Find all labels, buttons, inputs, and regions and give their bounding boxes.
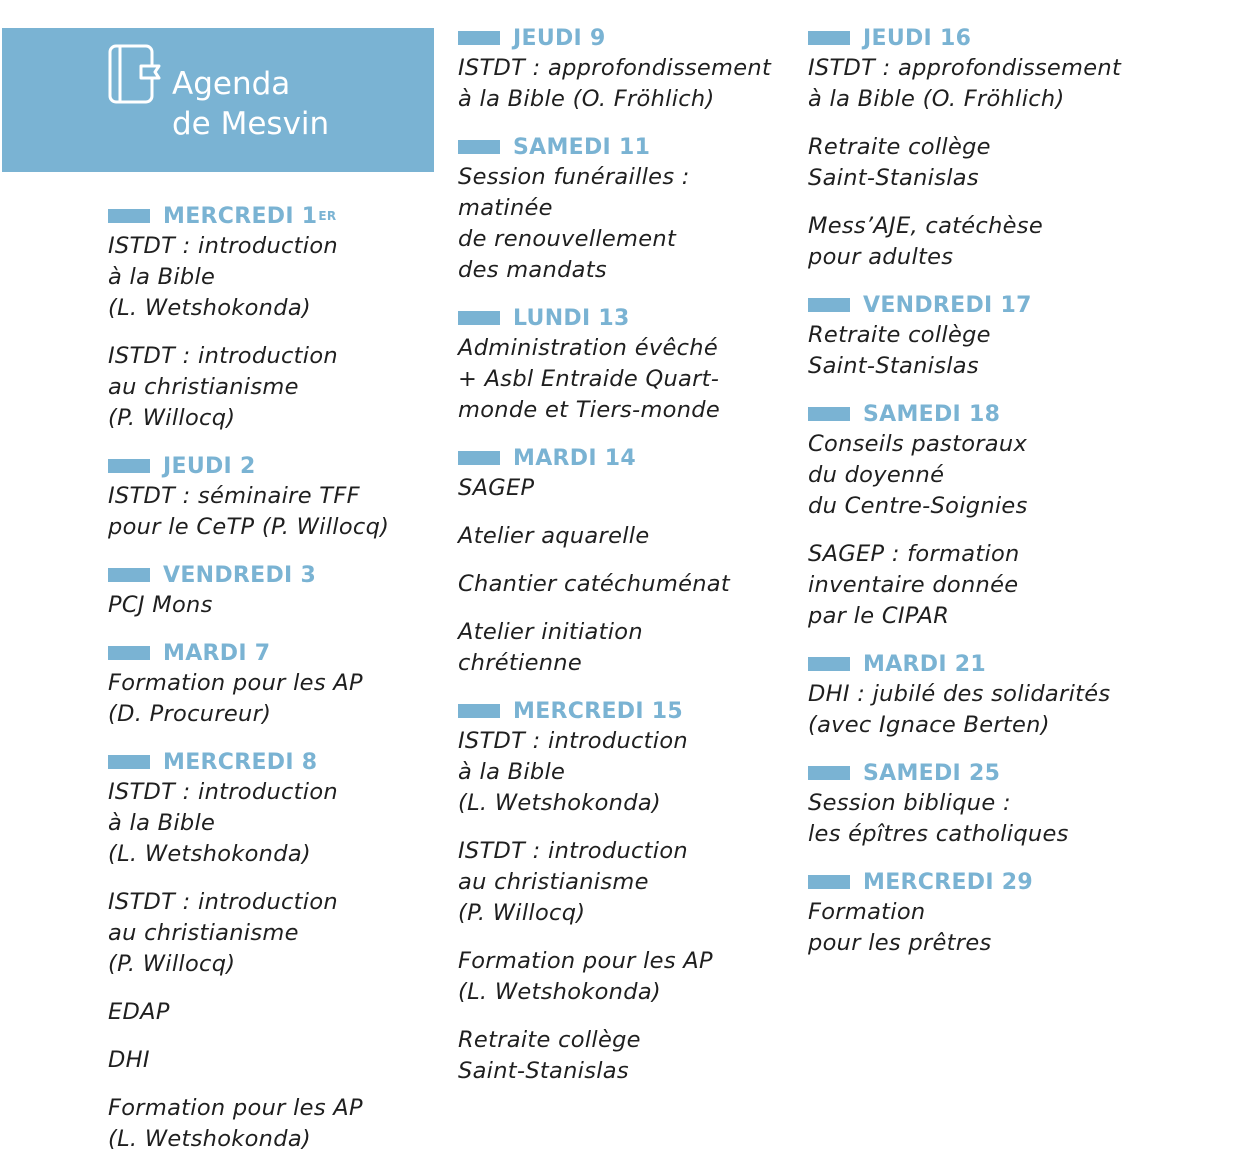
day-heading xyxy=(108,201,438,231)
agenda-column-1 xyxy=(108,201,438,1172)
day-marker xyxy=(458,451,500,465)
day-ordinal-suffix: ER xyxy=(318,209,337,223)
day-label: LUNDI 13 xyxy=(513,305,630,331)
agenda-title xyxy=(172,64,329,144)
agenda-entry: ISTDT : introduction au christianisme (P. Willocq) xyxy=(458,838,688,926)
day-label: MERCREDI 15 xyxy=(513,698,683,724)
agenda-entry: Chantier catéchuménat xyxy=(458,571,730,597)
agenda-entry: Formation pour les AP (D. Procureur) xyxy=(108,670,363,727)
day-marker xyxy=(808,766,850,780)
day-marker xyxy=(458,31,500,45)
day-label: JEUDI 9 xyxy=(513,25,606,51)
agenda-day xyxy=(808,649,1148,741)
day-marker xyxy=(108,755,150,769)
agenda-entry: ISTDT : introduction à la Bible (L. Wetshokonda) xyxy=(108,779,338,867)
agenda-entry: Formation pour les AP (L. Wetshokonda) xyxy=(458,948,713,1005)
agenda-day xyxy=(808,23,1148,273)
day-label: VENDREDI 3 xyxy=(163,562,317,588)
agenda-day xyxy=(808,290,1148,382)
day-marker xyxy=(108,459,150,473)
agenda-day xyxy=(108,638,438,730)
day-heading xyxy=(458,696,793,726)
day-heading xyxy=(458,132,793,162)
agenda-entry: PCJ Mons xyxy=(108,592,213,618)
agenda-entry: ISTDT : introduction au christianisme (P. Willocq) xyxy=(108,889,338,977)
agenda-entry: ISTDT : introduction à la Bible (L. Wetshokonda) xyxy=(108,233,338,321)
day-label: MARDI 14 xyxy=(513,445,636,471)
agenda-entry: Session biblique : les épîtres catholiques xyxy=(808,790,1069,847)
agenda-entry: Conseils pastoraux du doyenné du Centre-Soignies xyxy=(808,431,1028,519)
agenda-entry: ISTDT : introduction à la Bible (L. Wetshokonda) xyxy=(458,728,688,816)
agenda-day xyxy=(108,451,438,543)
day-marker xyxy=(108,646,150,660)
agenda-entry: Administration évêché + Asbl Entraide Quart- monde et Tiers-monde xyxy=(458,335,721,423)
agenda-column-2 xyxy=(458,23,793,1104)
day-label: SAMEDI 25 xyxy=(863,760,1001,786)
day-marker xyxy=(458,311,500,325)
day-label: MERCREDI 8 xyxy=(163,749,318,775)
day-heading xyxy=(808,649,1148,679)
day-heading xyxy=(808,758,1148,788)
day-marker xyxy=(808,298,850,312)
agenda-day xyxy=(458,443,793,679)
planner-book-icon xyxy=(105,42,161,106)
agenda-entry: ISTDT : approfondissement à la Bible (O. Fröhlich) xyxy=(808,55,1122,112)
day-label: MERCREDI 29 xyxy=(863,869,1033,895)
day-marker xyxy=(458,140,500,154)
day-heading xyxy=(108,747,438,777)
day-heading xyxy=(808,399,1148,429)
agenda-entry: ISTDT : approfondissement à la Bible (O. Fröhlich) xyxy=(458,55,772,112)
agenda-entry: DHI : jubilé des solidarités (avec Ignace Berten) xyxy=(808,681,1111,738)
day-label: MERCREDI 1 xyxy=(163,203,318,229)
day-heading xyxy=(458,303,793,333)
agenda-entry: Retraite collège Saint-Stanislas xyxy=(808,134,991,191)
agenda-day xyxy=(808,758,1148,850)
agenda-day xyxy=(458,696,793,1087)
agenda-day xyxy=(108,560,438,621)
title-line-2: de Mesvin xyxy=(172,106,330,142)
day-marker xyxy=(108,209,150,223)
agenda-entry: Formation pour les AP (L. Wetshokonda) xyxy=(108,1095,363,1152)
day-heading xyxy=(108,560,438,590)
agenda-entry: Session funérailles : matinée de renouvellement des mandats xyxy=(458,164,690,283)
day-label: VENDREDI 17 xyxy=(863,292,1032,318)
day-label: SAMEDI 11 xyxy=(513,134,651,160)
agenda-day xyxy=(108,747,438,1155)
agenda-day xyxy=(808,867,1148,959)
day-heading xyxy=(108,638,438,668)
agenda-entry: Mess’AJE, catéchèse pour adultes xyxy=(808,213,1043,270)
agenda-entry: Atelier initiation chrétienne xyxy=(458,619,643,676)
agenda-entry: Atelier aquarelle xyxy=(458,523,650,549)
agenda-day xyxy=(108,201,438,434)
title-line-1: Agenda xyxy=(172,66,291,102)
day-marker xyxy=(458,704,500,718)
agenda-entry: EDAP xyxy=(108,999,170,1025)
day-marker xyxy=(808,875,850,889)
day-heading xyxy=(808,23,1148,53)
day-heading xyxy=(808,290,1148,320)
agenda-entry: Formation pour les prêtres xyxy=(808,899,992,956)
day-heading xyxy=(808,867,1148,897)
day-label: MARDI 7 xyxy=(163,640,271,666)
agenda-entry: ISTDT : séminaire TFF pour le CeTP (P. Willocq) xyxy=(108,483,390,540)
agenda-entry: SAGEP : formation inventaire donnée par le CIPAR xyxy=(808,541,1020,629)
day-heading xyxy=(458,23,793,53)
day-marker xyxy=(808,31,850,45)
day-heading xyxy=(108,451,438,481)
agenda-day xyxy=(458,132,793,286)
day-label: JEUDI 2 xyxy=(163,453,256,479)
day-label: MARDI 21 xyxy=(863,651,986,677)
agenda-day xyxy=(458,303,793,426)
agenda-entry: Retraite collège Saint-Stanislas xyxy=(458,1027,641,1084)
agenda-entry: SAGEP xyxy=(458,475,535,501)
day-marker xyxy=(808,407,850,421)
day-label: JEUDI 16 xyxy=(863,25,972,51)
agenda-entry: DHI xyxy=(108,1047,150,1073)
agenda-day xyxy=(808,399,1148,632)
agenda-entry: ISTDT : introduction au christianisme (P. Willocq) xyxy=(108,343,338,431)
day-label: SAMEDI 18 xyxy=(863,401,1001,427)
day-marker xyxy=(808,657,850,671)
agenda-entry: Retraite collège Saint-Stanislas xyxy=(808,322,991,379)
day-heading xyxy=(458,443,793,473)
day-marker xyxy=(108,568,150,582)
agenda-day xyxy=(458,23,793,115)
agenda-column-3 xyxy=(808,23,1148,976)
